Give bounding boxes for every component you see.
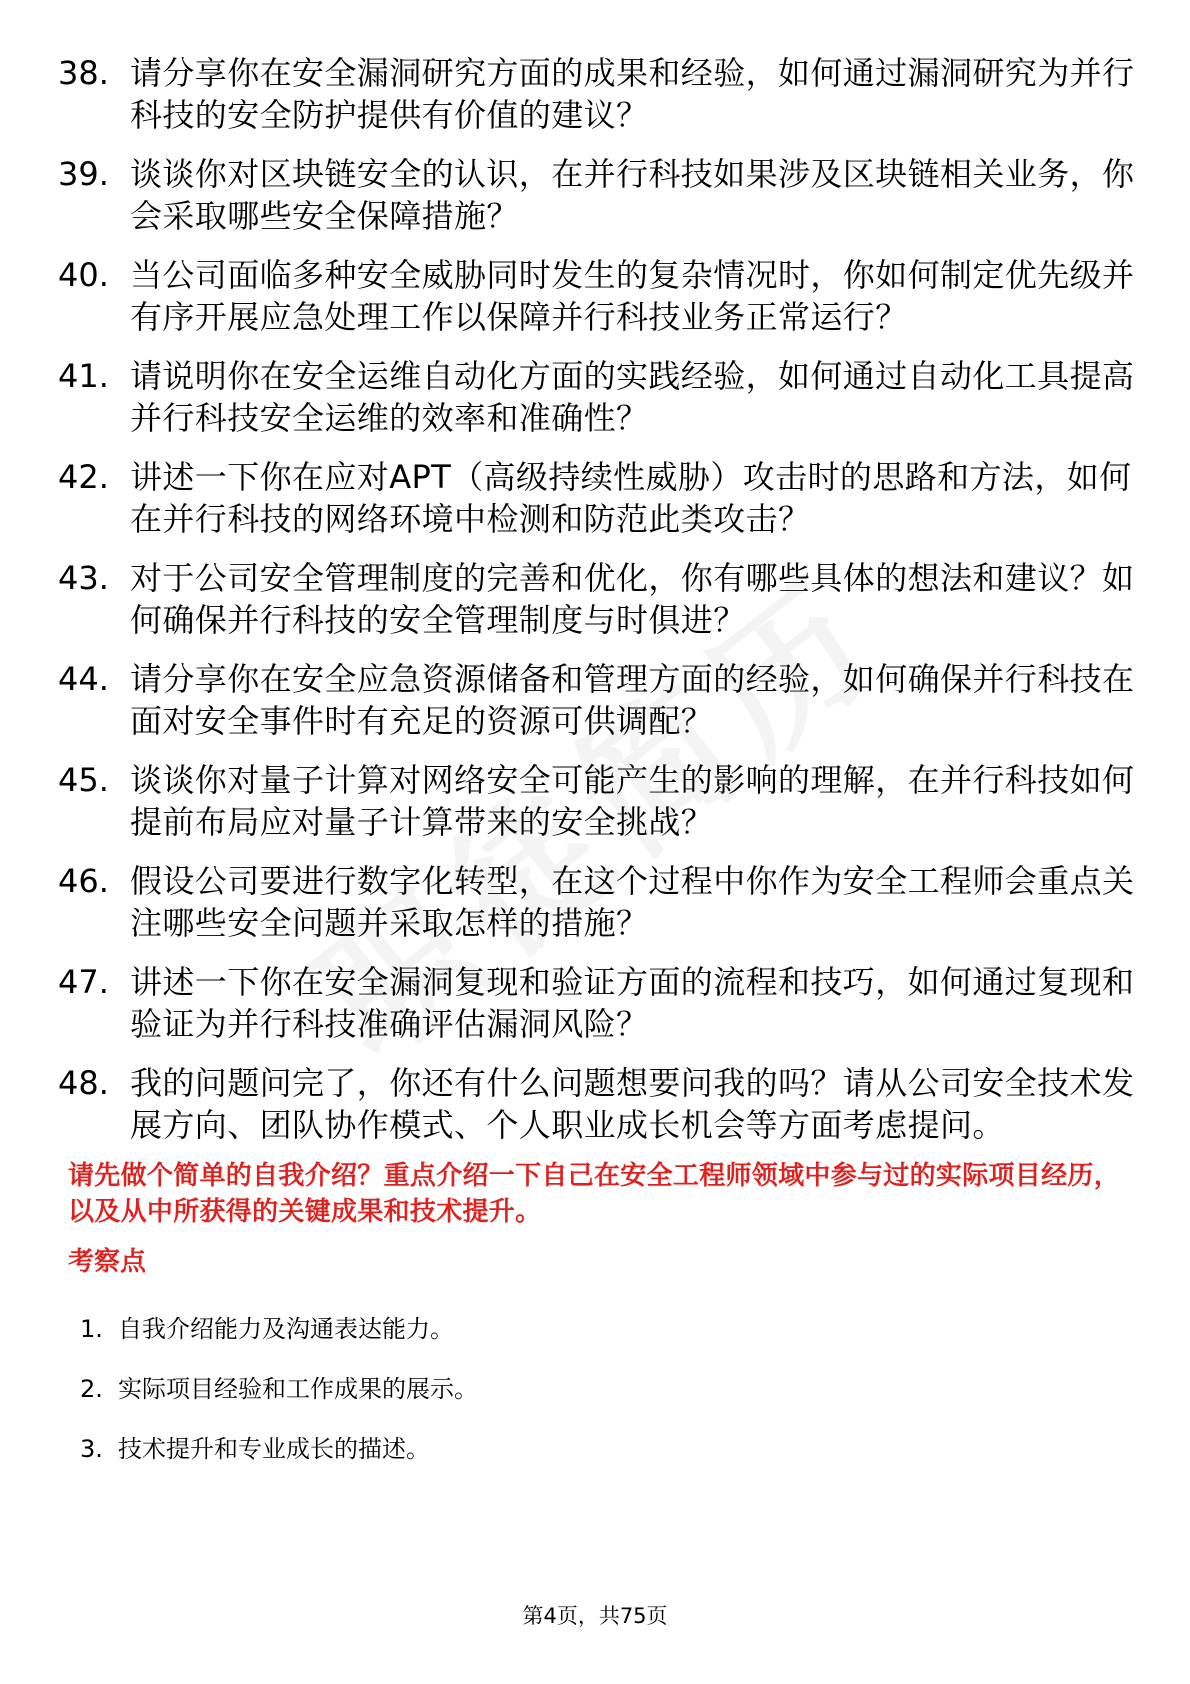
list-item xyxy=(58,860,1138,944)
point-text: 自我介绍能力及沟通表达能力。 xyxy=(118,1315,454,1343)
page-number-footer: 第4页，共75页 xyxy=(522,1604,668,1628)
assessment-points-list xyxy=(80,1312,1080,1492)
question-text: 谈谈你对区块链安全的认识，在并行科技如果涉及区块链相关业务，你会采取哪些安全保障措施？ xyxy=(130,155,1135,235)
question-number: 45. xyxy=(58,761,109,799)
list-item xyxy=(58,557,1138,641)
list-item xyxy=(80,1432,1080,1466)
list-item xyxy=(58,456,1138,540)
question-number: 42. xyxy=(58,458,109,496)
point-text: 实际项目经验和工作成果的展示。 xyxy=(118,1375,478,1403)
list-item xyxy=(58,52,1138,136)
question-text: 假设公司要进行数字化转型，在这个过程中你作为安全工程师会重点关注哪些安全问题并采取怎样的措施？ xyxy=(130,862,1135,942)
list-item xyxy=(58,355,1138,439)
question-text: 请分享你在安全应急资源储备和管理方面的经验，如何确保并行科技在面对安全事件时有充足的资源可供调配？ xyxy=(130,660,1135,740)
question-number: 38. xyxy=(58,54,109,92)
list-item xyxy=(58,153,1138,237)
point-number: 1. xyxy=(80,1315,103,1343)
question-number: 48. xyxy=(58,1064,109,1102)
question-text: 请分享你在安全漏洞研究方面的成果和经验，如何通过漏洞研究为并行科技的安全防护提供有价值的建议？ xyxy=(130,54,1135,134)
point-text: 技术提升和专业成长的描述。 xyxy=(118,1435,430,1463)
point-number: 2. xyxy=(80,1375,103,1403)
question-list xyxy=(58,52,1138,1163)
list-item xyxy=(58,1062,1138,1146)
list-item xyxy=(58,961,1138,1045)
question-text: 我的问题问完了，你还有什么问题想要问我的吗？请从公司安全技术发展方向、团队协作模式、个人职业成长机会等方面考虑提问。 xyxy=(130,1064,1135,1144)
question-number: 40. xyxy=(58,256,109,294)
question-text: 谈谈你对量子计算对网络安全可能产生的影响的理解，在并行科技如何提前布局应对量子计算带来的安全挑战？ xyxy=(130,761,1135,841)
section-title: 考察点 xyxy=(68,1247,147,1277)
list-item xyxy=(58,254,1138,338)
question-text: 讲述一下你在安全漏洞复现和验证方面的流程和技巧，如何通过复现和验证为并行科技准确评估漏洞风险？ xyxy=(130,963,1135,1043)
list-item xyxy=(58,658,1138,742)
question-number: 47. xyxy=(58,963,109,1001)
question-number: 39. xyxy=(58,155,109,193)
question-text: 讲述一下你在应对APT（高级持续性威胁）攻击时的思路和方法，如何在并行科技的网络环境中检测和防范此类攻击？ xyxy=(130,458,1132,538)
list-item xyxy=(80,1372,1080,1406)
question-text: 对于公司安全管理制度的完善和优化，你有哪些具体的想法和建议？如何确保并行科技的安全管理制度与时俱进？ xyxy=(130,559,1135,639)
question-text: 当公司面临多种安全威胁同时发生的复杂情况时，你如何制定优先级并有序开展应急处理工作以保障并行科技业务正常运行？ xyxy=(130,256,1135,336)
question-number: 46. xyxy=(58,862,109,900)
question-number: 41. xyxy=(58,357,109,395)
point-number: 3. xyxy=(80,1435,103,1463)
question-text: 请说明你在安全运维自动化方面的实践经验，如何通过自动化工具提高并行科技安全运维的效率和准确性？ xyxy=(130,357,1135,437)
list-item xyxy=(58,759,1138,843)
interview-prompt: 请先做个简单的自我介绍？重点介绍一下自己在安全工程师领域中参与过的实际项目经历，以及从中所获得的关键成果和技术提升。 xyxy=(68,1161,1121,1227)
question-number: 43. xyxy=(58,559,109,597)
list-item xyxy=(80,1312,1080,1346)
question-number: 44. xyxy=(58,660,109,698)
